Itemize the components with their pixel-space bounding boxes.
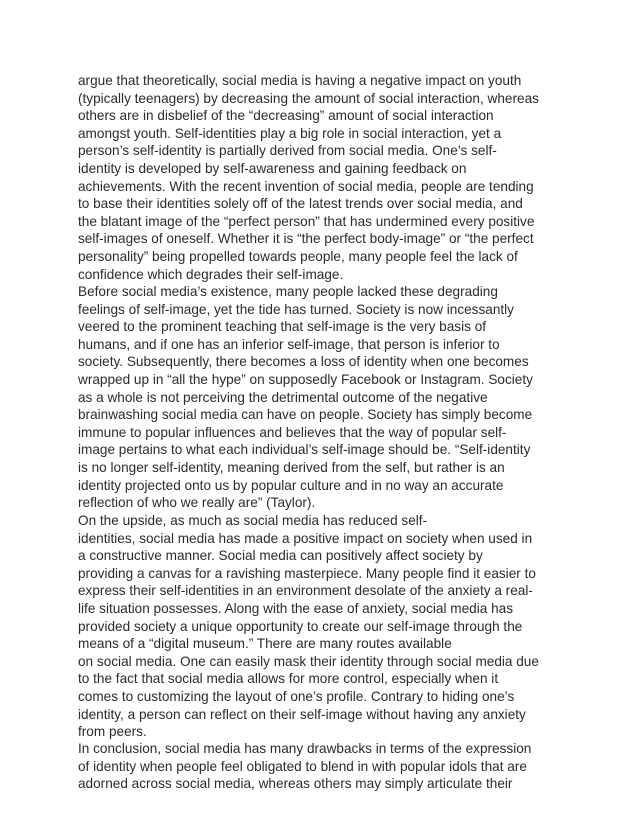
text-line: (typically teenagers) by decreasing the amount of social interaction, whereas [78, 90, 539, 106]
text-line: wrapped up in “all the hype” on supposedly Facebook or Instagram. Society [78, 371, 533, 387]
text-line: provided society a unique opportunity to create our self-image through the [78, 618, 523, 634]
text-line: On the upside, as much as social media has reduced self- [78, 513, 428, 528]
text-line: a constructive manner. Social media can positively affect society by [78, 548, 483, 564]
text-line: comes to customizing the layout of one’s profile. Contrary to hiding one’s [78, 688, 515, 704]
text-line: brainwashing social media can have on people. Society has simply become [78, 407, 533, 423]
text-line: providing a canvas for a ravishing masterpiece. Many people find it easier to [78, 565, 536, 581]
paragraph-2 [78, 283, 568, 512]
text-line: argue that theoretically, social media is having a negative impact on youth [78, 73, 522, 88]
text-line: to base their identities solely off of the latest trends over social media, and [78, 196, 523, 212]
text-line: veered to the prominent teaching that self-image is the very basis of [78, 319, 487, 335]
paragraph-1 [78, 72, 568, 283]
text-line: personality” being propelled towards people, many people feel the lack of [78, 248, 518, 264]
text-line: life situation possesses. Along with the ease of anxiety, social media has [78, 600, 513, 616]
text-line: identities, social media has made a positive impact on society when used in [78, 530, 533, 546]
text-line: of identity when people feel obligated to blend in with popular idols that are [78, 758, 527, 774]
text-line: feelings of self-image, yet the tide has turned. Society is now incessantly [78, 301, 514, 317]
text-line: adorned across social media, whereas others may simply articulate their [78, 776, 513, 792]
text-line: identity is developed by self-awareness and gaining feedback on [78, 160, 467, 176]
text-line: as a whole is not perceiving the detrimental outcome of the negative [78, 389, 488, 405]
text-line: amongst youth. Self-identities play a big role in social interaction, yet a [78, 125, 502, 141]
text-line: identity projected onto us by popular culture and in no way an accurate [78, 477, 504, 493]
text-line: society. Subsequently, there becomes a loss of identity when one becomes [78, 354, 529, 370]
text-line: achievements. With the recent invention of social media, people are tending [78, 178, 534, 194]
text-line: image pertains to what each individual’s self-image should be. “Self-identity [78, 442, 531, 458]
text-line: to the fact that social media allows for more control, especially when it [78, 671, 499, 687]
text-line: In conclusion, social media has many drawbacks in terms of the expression [78, 741, 532, 756]
text-line: express their self-identities in an environment desolate of the anxiety a real- [78, 583, 533, 599]
paragraph-4 [78, 740, 568, 793]
text-line: immune to popular influences and believes that the way of popular self- [78, 424, 507, 440]
text-line: identity, a person can reflect on their self-image without having any anxiety [78, 706, 526, 722]
paragraph-3 [78, 512, 568, 741]
text-line: confidence which degrades their self-image. [78, 266, 344, 282]
text-line: on social media. One can easily mask their identity through social media due [78, 653, 539, 669]
text-line: the blatant image of the “perfect person” that has undermined every positive [78, 213, 535, 229]
text-line: from peers. [78, 724, 147, 740]
text-line: reflection of who we really are” (Taylor). [78, 495, 316, 511]
text-line: self-images of oneself. Whether it is “the perfect body-image” or “the perfect [78, 231, 534, 247]
text-line: person’s self-identity is partially derived from social media. One’s self- [78, 143, 497, 159]
text-line: humans, and if one has an inferior self-image, that person is inferior to [78, 336, 500, 352]
text-line: Before social media’s existence, many people lacked these degrading [78, 284, 498, 299]
text-line: is no longer self-identity, meaning derived from the self, but rather is an [78, 459, 505, 475]
text-line: means of a “digital museum.” There are many routes available [78, 636, 452, 652]
text-line: others are in disbelief of the “decreasing” amount of social interaction [78, 108, 494, 124]
